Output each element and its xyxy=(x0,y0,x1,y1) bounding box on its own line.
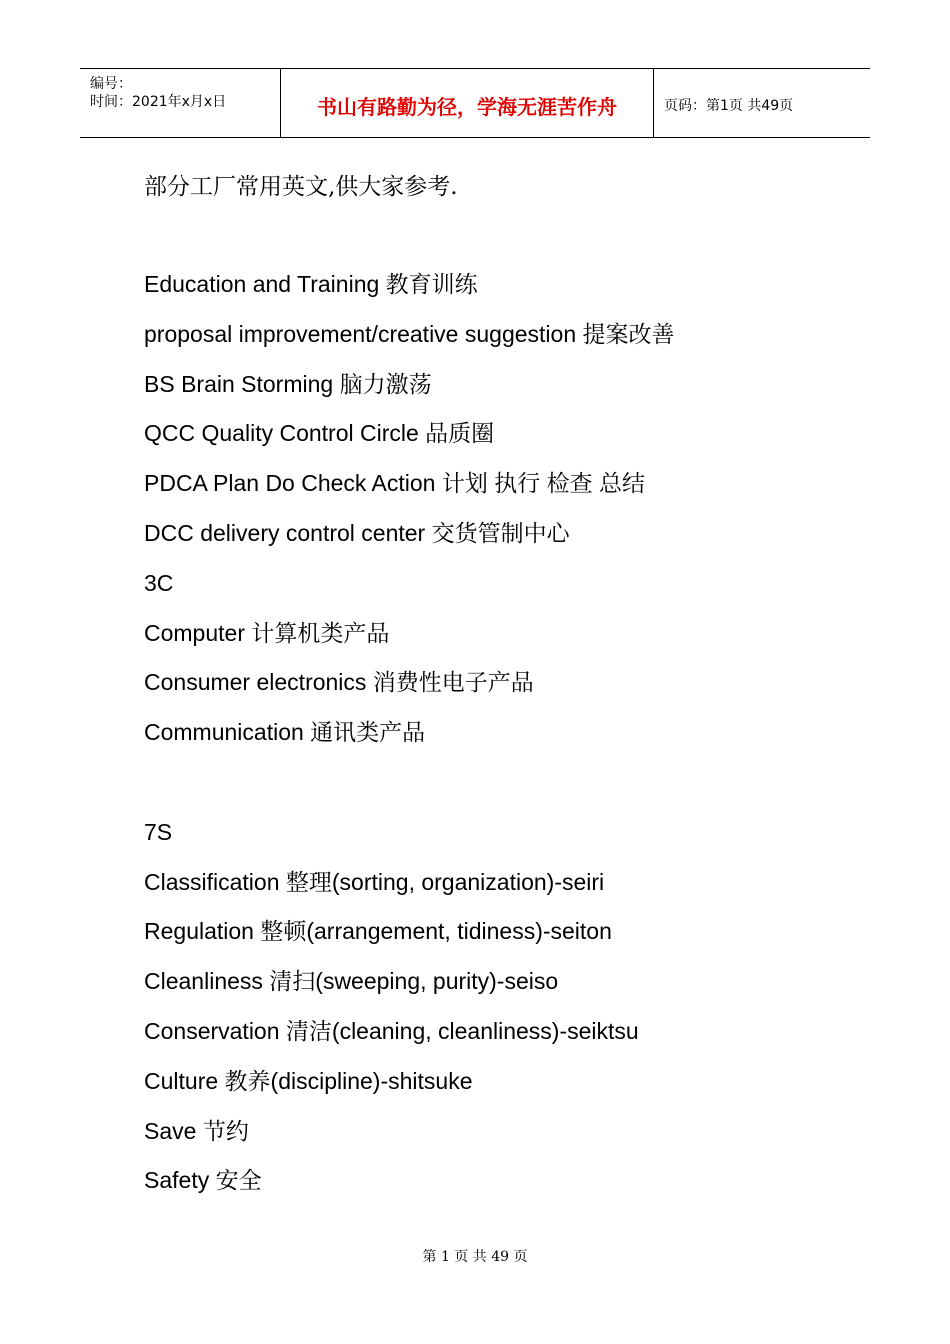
glossary-list xyxy=(144,266,675,1212)
glossary-line: BS Brain Storming 脑力激荡 xyxy=(144,370,432,397)
document-number-label: 编号： xyxy=(90,76,132,92)
glossary-line: Communication 通讯类产品 xyxy=(144,719,426,746)
glossary-line: Consumer electronics 消费性电子产品 xyxy=(144,669,534,696)
glossary-line: QCC Quality Control Circle 品质圈 xyxy=(144,420,495,447)
glossary-line: Save 节约 xyxy=(144,1117,249,1144)
glossary-line: DCC delivery control center 交货管制中心 xyxy=(144,519,570,546)
glossary-line: proposal improvement/creative suggestion 提案改善 xyxy=(144,320,675,347)
glossary-line: Safety 安全 xyxy=(144,1167,262,1194)
glossary-line: Education and Training 教育训练 xyxy=(144,271,478,297)
header-motto: 书山有路勤为径，学海无涯苦作舟 xyxy=(317,95,617,119)
page-footer: 第 1 页 共 49 页 xyxy=(422,1249,528,1265)
blank-line xyxy=(144,764,675,814)
header-left-cell xyxy=(80,69,281,137)
intro-text: 部分工厂常用英文,供大家参考. xyxy=(144,174,458,200)
page-header xyxy=(80,68,870,138)
glossary-line: Cleanliness 清扫(sweeping, purity)-seiso xyxy=(144,968,559,995)
glossary-line: Classification 整理(sorting, organization)-seiri xyxy=(144,868,605,895)
glossary-line: 3C xyxy=(144,569,174,596)
glossary-line: Computer 计算机类产品 xyxy=(144,619,390,646)
header-right-cell xyxy=(654,69,870,137)
header-page-info: 页码：第1页 共49页 xyxy=(664,98,794,114)
glossary-line: Conservation 清洁(cleaning, cleanliness)-seiktsu xyxy=(144,1017,639,1044)
glossary-line: Regulation 整顿(arrangement, tidiness)-seiton xyxy=(144,918,612,945)
document-date-label: 时间：2021年x月x日 xyxy=(90,94,227,110)
glossary-line: Culture 教养(discipline)-shitsuke xyxy=(144,1067,473,1094)
glossary-line: PDCA Plan Do Check Action 计划 执行 检查 总结 xyxy=(144,470,646,497)
glossary-line: 7S xyxy=(144,818,173,845)
header-middle-cell xyxy=(281,69,654,137)
